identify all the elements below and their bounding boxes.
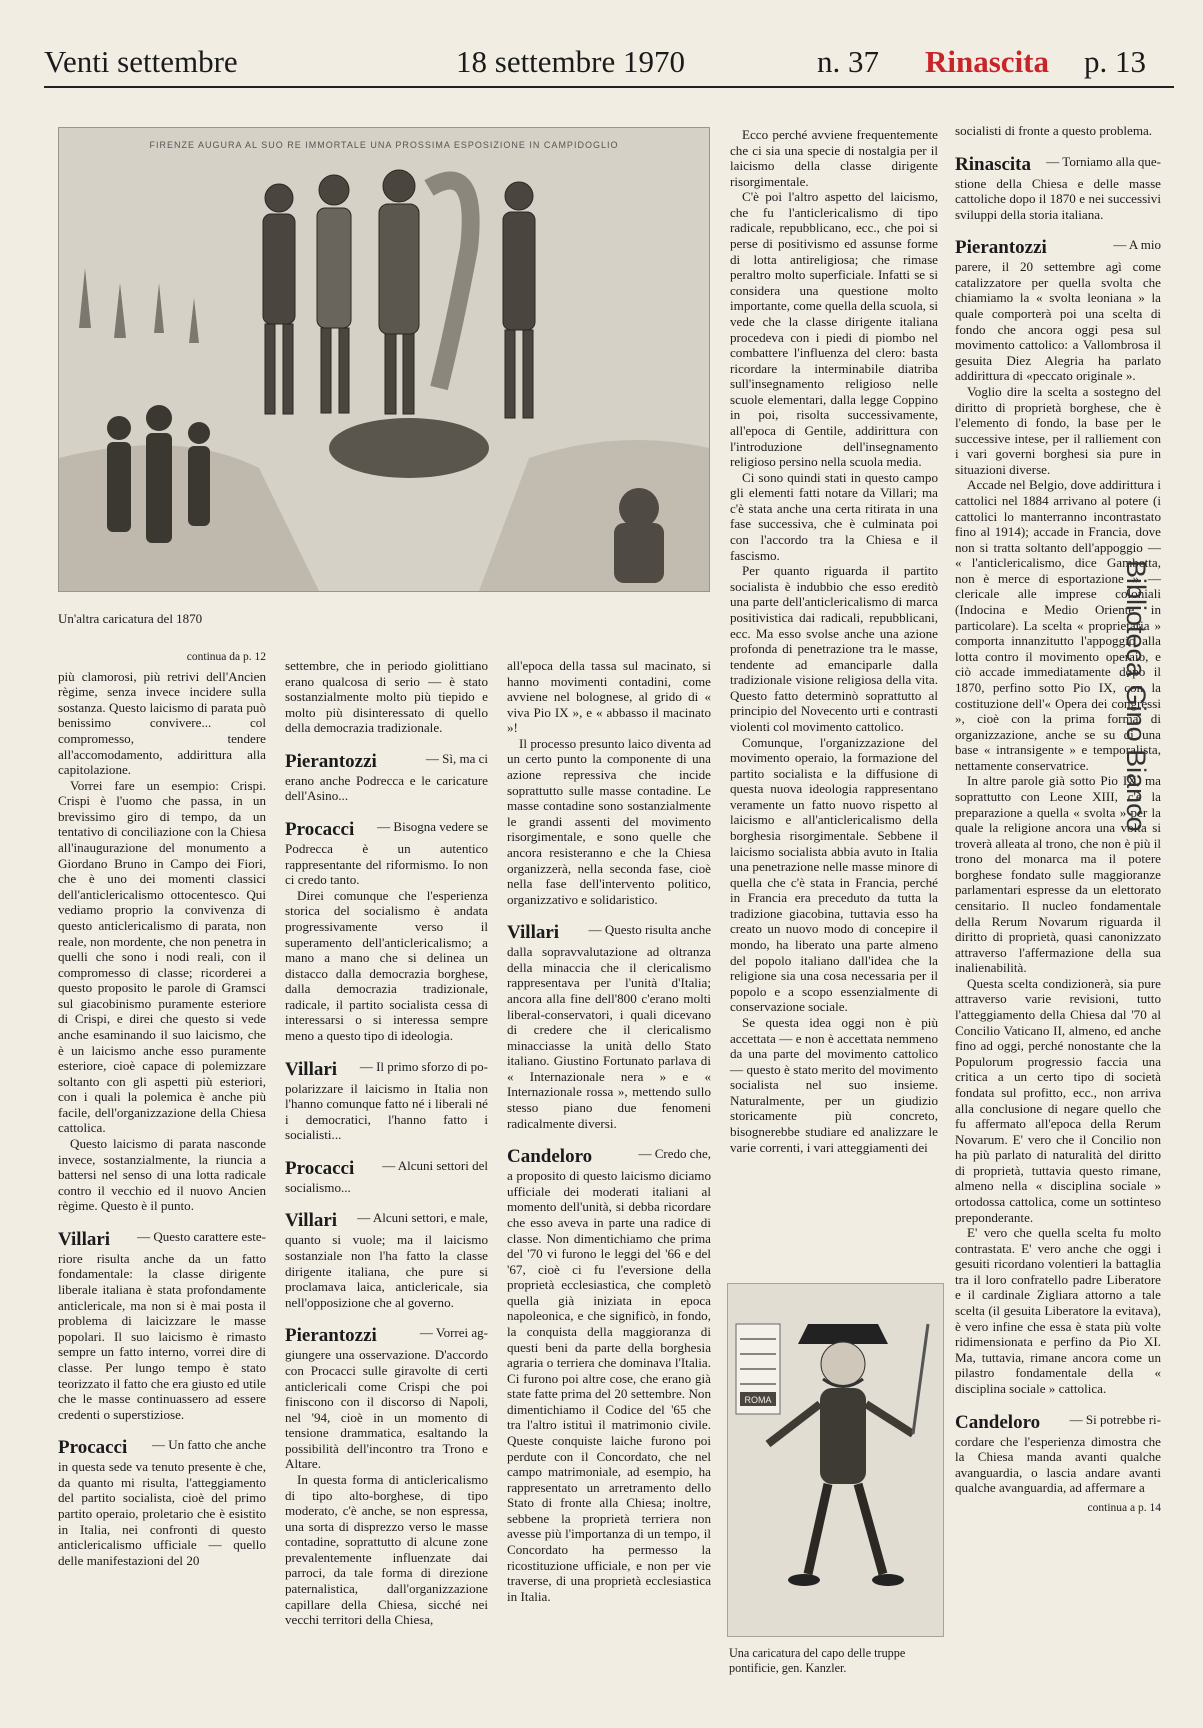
speaker-lead: — Un fatto che anche (151, 1438, 266, 1453)
roma-sign: ROMA (744, 1395, 772, 1405)
paragraph: Ci sono quindi stati in questo campo gli elementi fatti notare da Villari; ma c'è stata anche una certa ritirata in una fase successiva, che è culminata poi con l'accordo tra la Chiesa e il fascismo. (730, 469, 938, 563)
speaker-name: Procacci (58, 1438, 128, 1458)
paragraph: all'epoca della tassa sul macinato, si hanno movimenti contadini, come avviene nel bolognese, al grido di « viva Pio IX », e « abbasso il macinato »! (507, 658, 711, 736)
speaker-name: Villari (285, 1211, 338, 1231)
speaker-name: Villari (507, 923, 560, 943)
paragraph: socialismo... (285, 1179, 351, 1195)
speaker-lead: — Torniamo alla que- (1046, 154, 1161, 169)
speaker-name: Candeloro (955, 1412, 1041, 1432)
paragraph: erano anche Podrecca e le caricature dell'Asino... (285, 772, 488, 804)
paragraph: stione della Chiesa e delle masse cattoliche dopo il 1870 e nei successivi sviluppi della storia italiana. (955, 175, 1161, 222)
paragraph: socialisti di fronte a questo problema. (955, 123, 1153, 138)
speaker-name: Pierantozzi (955, 238, 1047, 258)
paragraph: quanto si vuole; ma il laicismo sostanziale non l'ha fatto la classe dirigente italiana, che pure si proclamava laica, anticlericale, sia nell'opposizione che al governo. (285, 1232, 488, 1310)
continued-to: continua a p. 14 (1087, 1501, 1161, 1514)
speaker-block (507, 1147, 711, 1166)
speaker-lead: — Bisogna vedere se (377, 820, 488, 835)
kanzler-caption: Una caricatura del capo delle truppe pontificie, gen. Kanzler. (729, 1646, 906, 1675)
article-column-1 (58, 651, 266, 1568)
paragraph: Podrecca è un autentico rappresentante del riformismo. Io non ci credo tanto. (285, 841, 488, 888)
speaker-name: Candeloro (507, 1147, 593, 1167)
paragraph: più clamorosi, più retrivi dell'Ancien règime, senza invece incidere sulla sostanza. Questo laicismo di parata può benissimo convivere... col compromesso, tendere all'accomodamento, addirittura alla capitolazione. (58, 668, 266, 778)
speaker-block (58, 1438, 266, 1457)
paragraph: Per quanto riguarda il partito socialista è indubbio che esso ereditò una parte dell'anticlericalismo di marca positivistica dai radicali, repubblicani, ecc. Ma esso svolse anche una azione profonda di penetrazione tra le masse, tendente ad emanciparle dalla tradizionale visione religiosa della vita. Questo fatto determinò soprattutto al principio del Novecento urti e contrasti violenti col movimento cattolico. (730, 563, 938, 734)
page-number: p. 13 (1084, 44, 1146, 79)
speaker-name: Rinascita (955, 154, 1031, 174)
speaker-lead: — Il primo sforzo di po- (359, 1059, 488, 1074)
speaker-lead: — Questo carattere este- (137, 1229, 266, 1244)
paragraph: giungere una osservazione. D'accordo con Procacci sulle giravolte di certi anticlericali come Crispi che poi finiscono con il discorso di Napoli, nel '94, cioè in un momento di tensione drammatica, esaltando la possibilità dell'incontro tra Trono e Altare. (285, 1347, 488, 1472)
speaker-name: Pierantozzi (285, 751, 377, 771)
speaker-name: Pierantozzi (285, 1326, 377, 1346)
speaker-block (955, 155, 1161, 174)
paragraph: parere, il 20 settembre agì come catalizzatore per quella svolta che chiamiamo la « svolta leoniana » la quale comporterà poi una scelta di fondo che ancora oggi pesa sul movimento cattolico: a Vallombrosa il gesuita Diez Alegria ha parlato addirittura di «peccato originale ». (955, 259, 1161, 384)
library-watermark: Biblioteca Gino Bianco (1121, 560, 1151, 832)
article-column-4 (730, 127, 938, 1155)
speaker-lead: — Questo risulta anche (588, 923, 711, 938)
paragraph: Il processo presunto laico diventa ad un certo punto la componente di una azione repressiva che incide soprattutto sulle masse contadine. Le masse contadine sono sostanzialmente le grandi assenti del movimento risorgimentale, e sono quelle che ancora resisteranno e che la Chiesa organizzerà, nella seconda fase, cioè nella fase dell'intervento politico, organizzativo e solidaristico. (507, 735, 711, 907)
paragraph: dalla sopravvalutazione ad oltranza della minaccia che il clericalismo rappresentava per l'unità d'Italia; ancora alla fine dell'800 c'erano molti liberal-conservatori, i quali dicevano di credere che il clericalismo minacciasse la unità dello Stato italiano. Giustino Fortunato parlava di « Internazionale nera » e « Internazionale rossa », mettendo sullo stesso piano due fenomeni radicalmente diversi. (507, 944, 711, 1131)
speaker-block (58, 1230, 266, 1249)
speaker-lead: — Alcuni settori del (382, 1158, 488, 1173)
speaker-lead: — A mio (1113, 238, 1161, 253)
paragraph: C'è poi l'altro aspetto del laicismo, che fu l'anticlericalismo di tipo radicale, repubblicano, ecc., che poi si perse di positivismo ed assunse forme di lotta antireligiosa; che rimase peraltro molto superficiale. Infatti se si considera una questione molto importante, come quella della scuola, si vede che la classe dirigente italiana procedeva con i piedi di piombo nel combattere l'influenza del clero: basta ricordare la interminabile diatriba sull'insegnamento religioso nelle scuole elementari, dalla legge Coppino in poi, risolta successivamente, all'epoca di Gentile, addirittura con l'introduzione dell'insegnamento religioso persino nella scuola media. (730, 189, 938, 470)
speaker-name: Procacci (285, 820, 355, 840)
speaker-block (285, 820, 488, 839)
issue-date: 18 settembre 1970 (456, 44, 686, 79)
article-column-3 (507, 658, 711, 1604)
speaker-name: Villari (58, 1229, 111, 1249)
paragraph: riore risulta anche da un fatto fondamentale: la classe dirigente liberale italiana è stata profondamente anticlericale, ma non si è mai posta il problema di laicizzare le masse popolari. Il suo laicismo è rimasto sempre un fatto interno, vorrei dire di classe. Per lungo tempo è stato teorizzato il fatto che era giusto ed utile che le masse continuassero ad essere credenti o superstiziose. (58, 1250, 266, 1422)
speaker-lead: — Vorrei ag- (419, 1326, 488, 1341)
speaker-block (955, 1413, 1161, 1432)
speaker-lead: — Sì, ma ci (425, 751, 488, 766)
speaker-block (285, 1326, 488, 1345)
paragraph: Direi comunque che l'esperienza storica del socialismo è andata progressivamente verso il superamento dell'anticlericalismo; a mano a mano che si delinea un distacco dalla democrazia borghese, dalla democrazia tradizionale, radicale, il partito socialista cessa di interessarsi o si interessa sempre meno a questo tipo di ideologia. (285, 887, 488, 1043)
speaker-block (507, 923, 711, 942)
speaker-lead: — Credo che, (638, 1147, 711, 1162)
paragraph: Ecco perché avviene frequentemente che ci sia una specie di nostalgia per il laicismo della classe dirigente risorgimentale. (730, 127, 938, 189)
masthead-rule (44, 86, 1174, 88)
paragraph: In altre parole già sotto Pio IX, ma soprattutto con Leone XIII, c'è la preparazione a quella « svolta » per la quale la religione ancora una volta si troverà alleata al trono, che non è più il trono del monarca ma il potere borghese fondato sulle maggioranze parlamentari espresse da un elettorato censitario. Il nucleo fondamentale della Rerum Novarum riguarda il diritto di proprietà, quasi canonizzato attraverso l'affermazione della sua inalienabilità. (955, 773, 1161, 976)
kanzler-drawing (728, 1284, 943, 1636)
paragraph: Questa scelta condizionerà, sia pure attraverso varie revisioni, tutto l'atteggiamento della Chiesa dal '70 al Concilio Vaticano II, almeno, ed anche fino ad oggi, perché nonostante che la Populorum progressio faccia una critica a un certo tipo di società fondata sul profitto, ecc., non arriva alla conclusione di negare quello che fu affermato all'epoca della Rerum Novarum. E' vero che il Concilio non ha più parlato di naturalità del diritto di proprietà, tuttavia questo rimane, almeno nella « disciplina sociale » ortodossa cattolica, come un sottinteso preponderante. (955, 975, 1161, 1225)
caricature-header-text: FIRENZE AUGURA AL SUO RE IMMORTALE UNA PROSSIMA ESPOSIZIONE IN CAMPIDOGLIO (149, 140, 619, 150)
speaker-lead: — Si potrebbe ri- (1069, 1412, 1161, 1427)
caricature-1870-image (58, 127, 710, 592)
kanzler-caricature-image (727, 1283, 944, 1637)
speaker-block (285, 1159, 488, 1178)
paragraph: polarizzare il laicismo in Italia non l'hanno comunque fatto né i liberali né i democratici, l'hanno fatto i socialisti... (285, 1080, 488, 1143)
speaker-name: Villari (285, 1059, 338, 1079)
speaker-block (285, 1060, 488, 1079)
masthead (44, 44, 1174, 88)
speaker-block (285, 1211, 488, 1230)
paragraph: In questa forma di anticlericalismo di tipo alto-borghese, di tipo moderato, c'è anche, se non espressa, una sorta di disprezzo verso le masse contadine, soprattutto di alcune zone prevalentemente influenzate dai parroci, da tale forma di direzione paternalistica, dall'organizzazione capillare della Chiesa, sicché nei vecchi territori della Chiesa, (285, 1471, 488, 1628)
paragraph: Accade nel Belgio, dove addirittura i cattolici nel 1884 arrivano al potere (i cattolici lo manterranno incontrastato fino al 1914); accade in Francia, dove non si tratta soltanto dell'appoggio — « l'anticlericalismo, dice Gambetta, non è merce di esportazione » — clericale alle imprese coloniali (Indocina e Medio Oriente in particolare). La scelta « proprietaria » comporta innanzitutto l'appoggio alla lotta contro il movimento operaio, e ciò accade immediatamente dopo il 1870, perfino sotto Pio IX, con la costituzione dell'« Opera dei congressi », cioè con la prima forma di organizzazione, anche se su di una base « intransigente » e temporalista, nettamente conservatrice. (955, 477, 1161, 773)
caricature-caption: Un'altra caricatura del 1870 (58, 611, 203, 626)
paragraph: settembre, che in periodo giolittiano erano qualcosa di serio — è stato sostanzialmente molto più tiepido e molto più disinteressato di quello della democrazia tradizionale. (285, 658, 488, 736)
speaker-lead: — Alcuni settori, e male, (357, 1211, 488, 1226)
paragraph: a proposito di questo laicismo diciamo ufficiale dei moderati italiani al momento dell'unità, si debba ricordare che esso aveva in parte una radice di classe. Non dimentichiamo che prima del '70 vi furono le leggi del '66 e del '67, cioè ci fu l'eversione della proprietà ecclesiastica, che completò quella già iniziata in epoca napoleonica, e che significò, in fondo, la conquista della maggioranza di questi beni da parte della borghesia agraria o terriera che dominava l'Italia. Ci furono poi altre cose, che erano già state fatte prima del 20 settembre. Non dimentichiamo il Codice del '65 che tra l'altro istituì il matrimonio civile. Queste conquiste laiche furono poi perdute con il Concordato, che nel campo matrimoniale, ad esempio, ha rappresentato un arretramento dello Stato di fronte alla Chiesa; inoltre, sebbene la proprietà terriera non avesse più l'importanza di un tempo, il Concordato ha permesso la ricostituzione ufficiale, e non per vie traverse, di una proprietà ecclesiastica in Italia. (507, 1168, 711, 1604)
paragraph: Voglio dire la scelta a sostegno del diritto di proprietà borghese, che è l'elemento di fondo, la base per le successive intese, per il ralliement con i vari governi borghesi sia pure in situazioni diverse. (955, 383, 1161, 477)
paragraph: Vorrei fare un esempio: Crispi. Crispi è l'uomo che passa, in un brevissimo giro di tempo, da un tentativo di conciliazione con la Chiesa all'inaugurazione del monumento a Giordano Bruno in Campo dei Fiori, che è uno dei momenti classici dell'anticlericalismo ottocentesco. Qui vediamo proprio la convivenza di questo anticlericalismo di parata, non reale, non mordente, che non penetra in quelli che sono i nodi reali, con il compromesso di classe; ricorderei a questo proposito le parole di Gramsci sul giacobinismo puramente esteriore di Crispi, e direi che questo si vede anche esaminando il suo laicismo, che è un laicismo anche esso puramente esteriore, cioè capace di polemizzare soltanto con gli aspetti più esteriori, con i quali la polemica è anche più facile, dell'organizzazione della Chiesa cattolica. (58, 777, 266, 1136)
paragraph: Se questa idea oggi non è più accettata — e non è accettata nemmeno da una parte del movimento cattolico — questo è stato merito del movimento socialista nel suo insieme. Naturalmente, per un giudizio storicamente più concreto, bisognerebbe studiare ed analizzare le varie correnti, i vari atteggiamenti dei (730, 1014, 938, 1155)
speaker-block (285, 752, 488, 771)
issue-number: n. 37 (817, 44, 879, 79)
section-title: Venti settembre (44, 44, 238, 79)
speaker-name: Procacci (285, 1158, 355, 1178)
paragraph: cordare che l'esperienza dimostra che la Chiesa manda avanti qualche avanguardia, o lascia andare avanti qualche avanguardia, ad affermare a (955, 1433, 1161, 1496)
caricature-drawing (59, 128, 709, 591)
speaker-block (955, 238, 1161, 257)
paragraph: in questa sede va tenuto presente è che, da quanto mi risulta, l'atteggiamento del partito socialista, cioè del primo partito operaio, proletario che è esistito in Italia, nei confronti di questo anticlericalismo ufficiale — quello delle manifestazioni del 20 (58, 1459, 266, 1568)
continued-from: continua da p. 12 (186, 651, 266, 663)
magazine-name: Rinascita (925, 44, 1049, 79)
paragraph: Questo laicismo di parata nasconde invece, sostanzialmente, la riuncia a battersi nel senso di una lotta radicale contro il vecchio ed il nuovo Ancien règime. Questo è il punto. (58, 1136, 266, 1214)
article-column-2 (285, 658, 488, 1628)
paragraph: E' vero che quella scelta fu molto contrastata. E' vero anche che oggi i gesuiti ricordano volentieri la battaglia tra il loro confratello padre Liberatore e il cardinale Zigliara attorno a tale scelta (il gesuita Liberatore la evitava), è vero infine che essa è stata più volte ridimensionata e perfino da Pio XI. Ma, tuttavia, rimane ancora come un pilastro fondamentale della « disciplina sociale » cattolica. (955, 1225, 1161, 1396)
paragraph: Comunque, l'organizzazione del movimento operaio, la formazione del partito socialista e la diffusione di questa nuova ideologia rappresentano veramente un fatto nuovo rispetto al laicismo e all'anticlericalismo della borghesia risorgimentale. Sebbene il laicismo socialista abbia avuto in Italia una penetrazione nelle masse minore di quella che c'è stata in Francia, perché in Francia era preceduto da tutta la tradizione giacobina, tuttavia esso ha creato un nuovo modo di concepire il mondo, ha liberato una parte almeno del popolo italiano dall'idea che la religione sia una cosa necessaria per il popolo e a scopo essenzialmente di conservazione sociale. (730, 734, 938, 1015)
